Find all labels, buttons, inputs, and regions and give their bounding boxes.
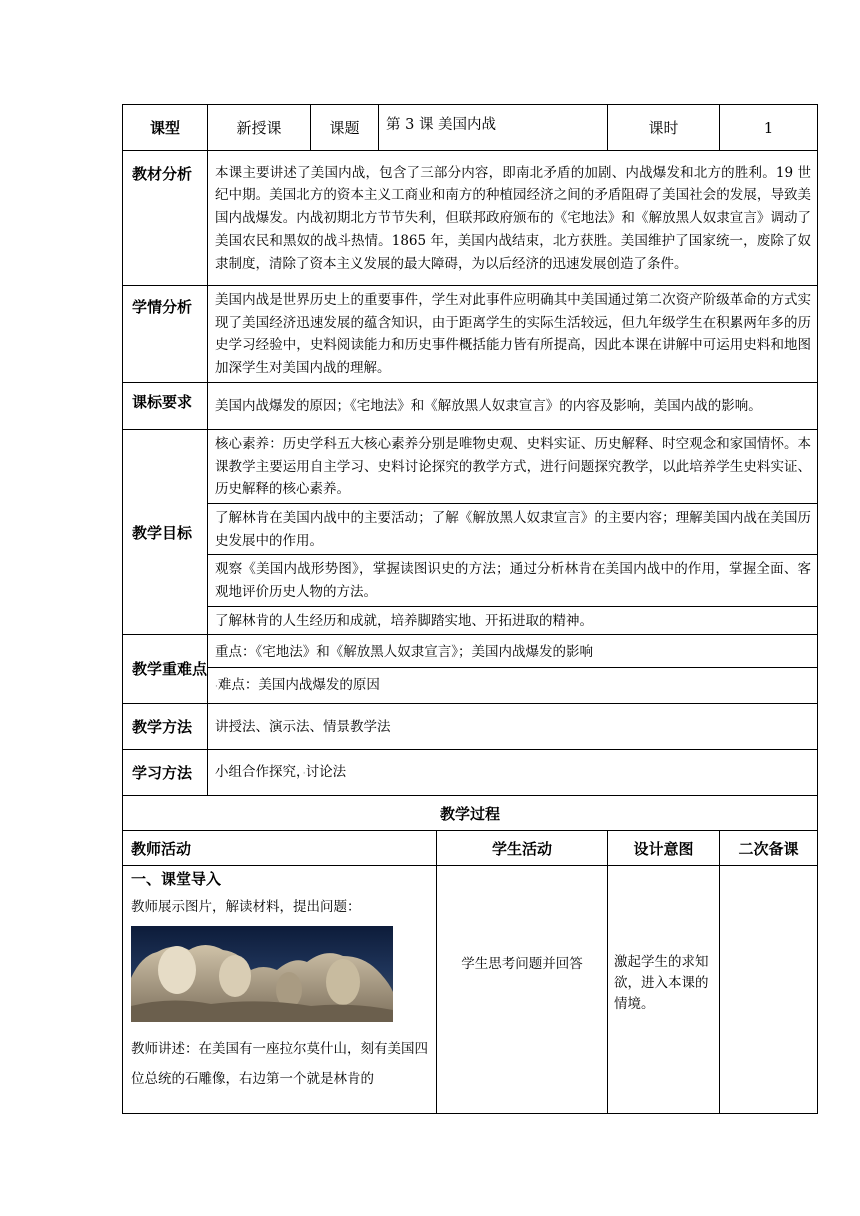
difficult-point-value: 难点：美国内战爆发的原因 bbox=[217, 677, 380, 694]
teaching-method-label: 教学方法 bbox=[123, 704, 208, 750]
format-mark-icon: · bbox=[302, 769, 306, 780]
intro-text: 教师展示图片，解读材料，提出问题： bbox=[131, 899, 361, 916]
goal-item: 了解林肯在美国内战中的主要活动；了解《解放黑人奴隶宣言》的主要内容；理解美国内战在美国历史发展中的作用。 bbox=[208, 503, 818, 554]
student-analysis-label: 学情分析 bbox=[123, 286, 208, 383]
col-revision: 二次备课 bbox=[720, 831, 818, 866]
lesson-plan bbox=[122, 104, 817, 1114]
learning-method-row bbox=[123, 750, 818, 796]
difficult-point-row bbox=[123, 668, 818, 704]
col-teacher: 教师活动 bbox=[123, 831, 437, 866]
mount-rushmore-illustration bbox=[131, 926, 393, 1022]
student-analysis-row bbox=[123, 286, 818, 383]
goal-row bbox=[123, 606, 818, 635]
difficult-point-text bbox=[208, 668, 818, 704]
process-title-row bbox=[123, 796, 818, 831]
key-points-label: 教学重难点 bbox=[123, 635, 208, 704]
lesson-plan-table bbox=[122, 104, 818, 1114]
header-row bbox=[123, 105, 818, 151]
process-row bbox=[123, 866, 818, 1114]
narration-text: 教师讲述：在美国有一座拉尔莫什山，刻有美国四位总统的石雕像，右边第一个就是林肯的 bbox=[131, 1041, 428, 1088]
process-title: 教学过程 bbox=[123, 796, 818, 831]
material-analysis-text: 本课主要讲述了美国内战，包含了三部分内容，即南北矛盾的加剧、内战爆发和北方的胜利。19 世纪中期。美国北方的资本主义工商业和南方的种植园经济之间的矛盾阻碍了美国社会的发展，导致美国内战爆发。内战初期北方节节失利，但联邦政府颁布的《宅地法》和《解放黑人奴隶宣言》调动了美国农民和黑奴的战斗热情。1865 年，美国内战结束，北方获胜。美国维护了国家统一，废除了奴隶制度，清除了资本主义发展的最大障碍，为以后经济的迅速发展创造了条件。 bbox=[208, 151, 818, 286]
teacher-activity-cell bbox=[123, 866, 437, 1114]
learning-method-part-a: 小组合作探究， bbox=[215, 764, 303, 781]
goals-label: 教学目标 bbox=[123, 429, 208, 635]
teaching-method-text: 讲授法、演示法、情景教学法 bbox=[208, 704, 818, 750]
teaching-method-row bbox=[123, 704, 818, 750]
curriculum-row bbox=[123, 382, 818, 429]
goal-row bbox=[123, 429, 818, 503]
period-label: 课时 bbox=[608, 105, 720, 151]
topic-label: 课题 bbox=[311, 105, 379, 151]
learning-method-label: 学习方法 bbox=[123, 750, 208, 796]
learning-method-part-b: 讨论法 bbox=[305, 764, 347, 781]
section-title: 一、课堂导入 bbox=[131, 870, 222, 889]
col-intent: 设计意图 bbox=[608, 831, 720, 866]
revision-cell bbox=[720, 866, 818, 1114]
learning-method-text bbox=[208, 750, 818, 796]
student-analysis-text: 美国内战是世界历史上的重要事件，学生对此事件应明确其中美国通过第二次资产阶级革命的方式实现了美国经济迅速发展的蕴含知识，由于距离学生的实际生活较远，但九年级学生在积累两年多的历史学习经验中，史料阅读能力和历史事件概括能力皆有所提高，因此本课在讲解中可运用史料和地图加深学生对美国内战的理解。 bbox=[208, 286, 818, 383]
period-value: 1 bbox=[720, 105, 818, 151]
goal-item: 核心素养：历史学科五大核心素养分别是唯物史观、史料实证、历史解释、时空观念和家国情怀。本课教学主要运用自主学习、史料讨论探究的教学方式，进行问题探究教学，以此培养学生史料实证、历史解释的核心素养。 bbox=[208, 429, 818, 503]
key-point-row bbox=[123, 635, 818, 668]
key-point-text: 重点：《宅地法》和《解放黑人奴隶宣言》；美国内战爆发的影响 bbox=[208, 635, 818, 668]
curriculum-text: 美国内战爆发的原因；《宅地法》和《解放黑人奴隶宣言》的内容及影响，美国内战的影响。 bbox=[208, 382, 818, 429]
type-value: 新授课 bbox=[208, 105, 311, 151]
col-student: 学生活动 bbox=[437, 831, 608, 866]
type-label: 课型 bbox=[123, 105, 208, 151]
material-analysis-label: 教材分析 bbox=[123, 151, 208, 286]
topic-value: 第 3 课 美国内战 bbox=[379, 105, 608, 151]
student-activity-cell: 学生思考问题并回答 bbox=[437, 866, 608, 1114]
material-analysis-row bbox=[123, 151, 818, 286]
design-intent-cell: 激起学生的求知欲，进入本课的情境。 bbox=[608, 866, 720, 1114]
goal-item: 了解林肯的人生经历和成就，培养脚踏实地、开拓进取的精神。 bbox=[208, 606, 818, 635]
goal-row bbox=[123, 503, 818, 554]
mount-rushmore-image bbox=[131, 926, 393, 1022]
process-header-row bbox=[123, 831, 818, 866]
goal-row bbox=[123, 555, 818, 606]
curriculum-label: 课标要求 bbox=[123, 382, 208, 429]
format-mark-icon: · bbox=[215, 682, 218, 693]
goal-item: 观察《美国内战形势图》，掌握读图识史的方法；通过分析林肯在美国内战中的作用，掌握全面、客观地评价历史人物的方法。 bbox=[208, 555, 818, 606]
